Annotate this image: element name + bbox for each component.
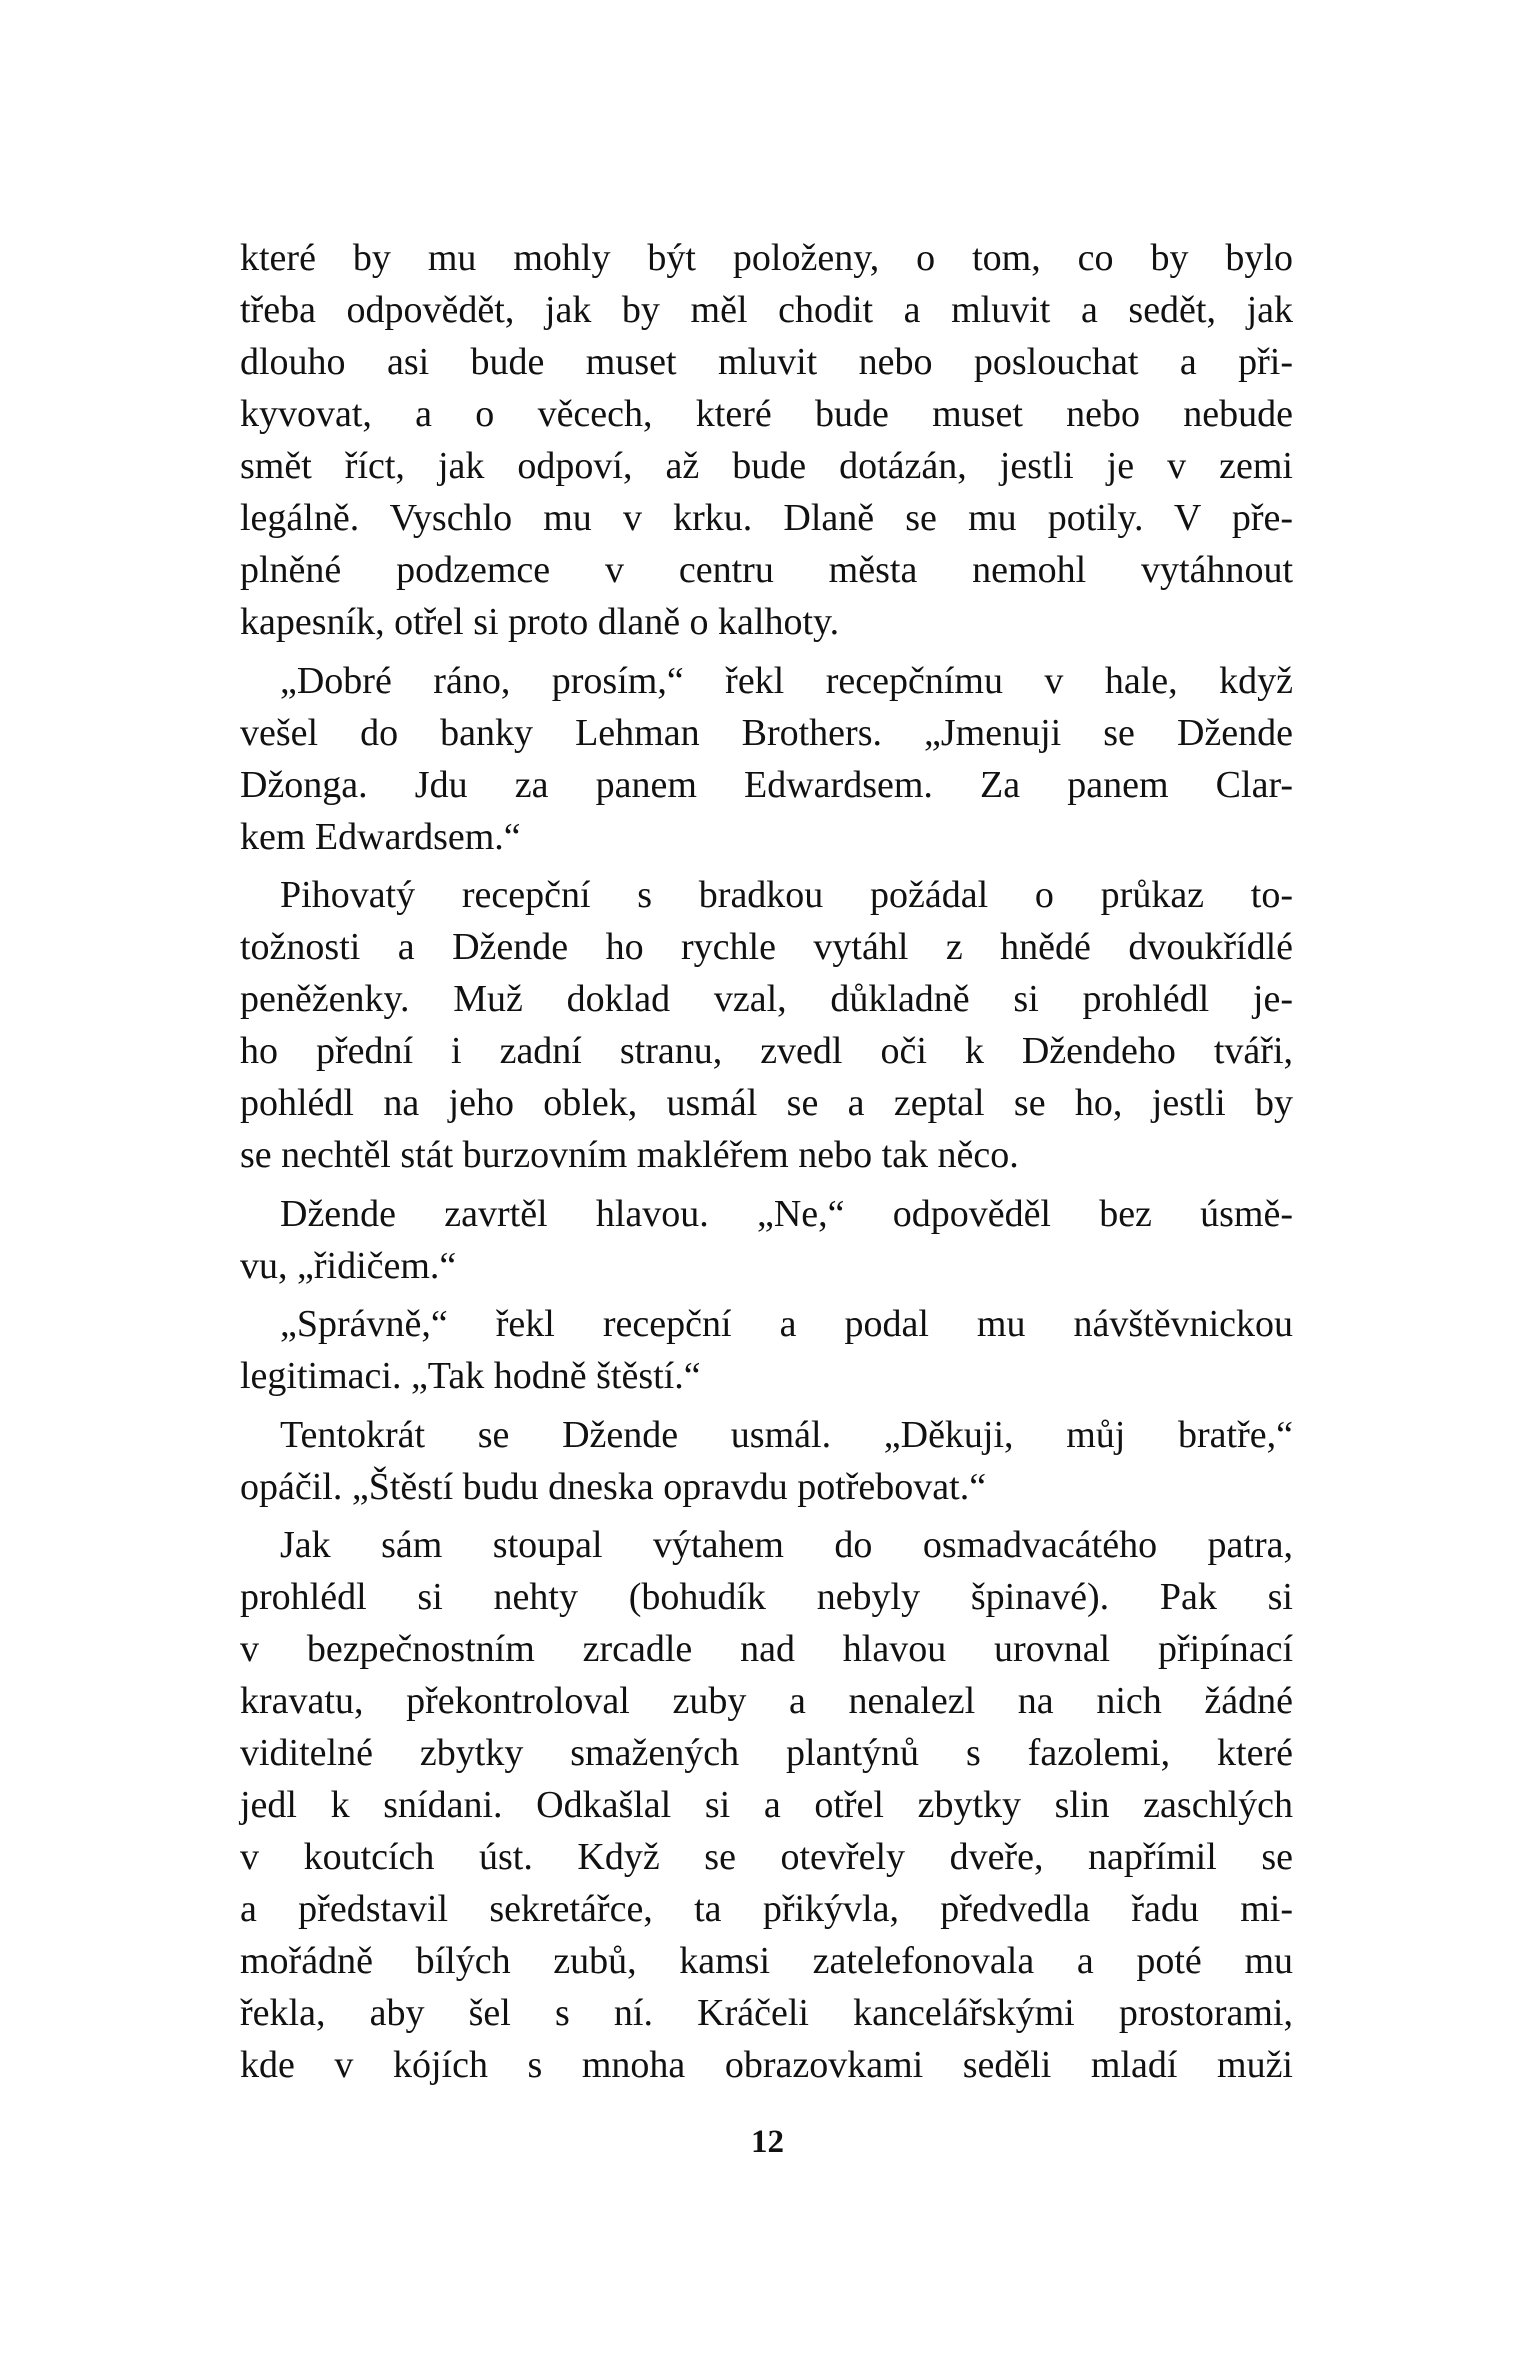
text-line: se nechtěl stát burzovním makléřem nebo tak něco. [240, 1134, 1019, 1176]
text-line: tožnosti a Džende ho rychle vytáhl z hnědé dvoukřídlé [240, 926, 1293, 968]
text-line: Džende zavrtěl hlavou. „Ne,“ odpověděl bez úsmě- [280, 1192, 1293, 1235]
text-line: opáčil. „Štěstí budu dneska opravdu potřebovat.“ [240, 1465, 987, 1508]
text-line: legálně. Vyschlo mu v krku. Dlaně se mu potily. V pře- [240, 497, 1293, 539]
text-line: které by mu mohly být položeny, o tom, co by bylo [240, 237, 1293, 279]
paragraph [240, 655, 1293, 863]
text-line: vu, „řidičem.“ [240, 1244, 457, 1287]
text-line: dlouho asi bude muset mluvit nebo poslouchat a při- [240, 341, 1293, 383]
text-line: třeba odpovědět, jak by měl chodit a mluvit a sedět, jak [240, 289, 1293, 331]
text-line: kravatu, překontroloval zuby a nenalezl na nich žádné [240, 1680, 1293, 1722]
text-line: prohlédl si nehty (bohudík nebyly špinavé). Pak si [240, 1576, 1293, 1618]
page-number: 12 [751, 2124, 784, 2160]
text-line: „Správně,“ řekl recepční a podal mu návštěvnickou [280, 1303, 1293, 1345]
paragraph [240, 1519, 1293, 2091]
text-line: a představil sekretářce, ta přikývla, předvedla řadu mi- [240, 1888, 1293, 1930]
text-line: pohlédl na jeho oblek, usmál se a zeptal se ho, jestli by [240, 1082, 1293, 1124]
text-line: kyvovat, a o věcech, které bude muset nebo nebude [240, 393, 1293, 435]
text-line: Tentokrát se Džende usmál. „Děkuji, můj bratře,“ [280, 1413, 1293, 1456]
text-line: řekla, aby šel s ní. Kráčeli kancelářskými prostorami, [240, 1992, 1293, 2034]
text-line: mořádně bílých zubů, kamsi zatelefonovala a poté mu [240, 1940, 1293, 1982]
text-line: v bezpečnostním zrcadle nad hlavou urovnal připínací [240, 1628, 1293, 1670]
text-line: kde v kójích s mnoha obrazovkami seděli mladí muži [240, 2044, 1293, 2086]
paragraph [240, 1298, 1293, 1402]
text-line: v koutcích úst. Když se otevřely dveře, napřímil se [240, 1836, 1293, 1878]
text-line: Pihovatý recepční s bradkou požádal o průkaz to- [280, 874, 1293, 916]
text-line: jedl k snídani. Odkašlal si a otřel zbytky slin zaschlých [240, 1784, 1293, 1826]
text-line: legitimaci. „Tak hodně štěstí.“ [240, 1355, 701, 1397]
text-line: peněženky. Muž doklad vzal, důkladně si prohlédl je- [240, 978, 1293, 1020]
text-line: „Dobré ráno, prosím,“ řekl recepčnímu v hale, když [280, 659, 1293, 702]
text-line: Džonga. Jdu za panem Edwardsem. Za panem Clar- [240, 763, 1293, 806]
text-line: Jak sám stoupal výtahem do osmadvacátého patra, [280, 1524, 1293, 1566]
text-line: ho přední i zadní stranu, zvedl oči k Džendeho tváři, [240, 1030, 1293, 1072]
body-text [240, 232, 1293, 2098]
text-line: viditelné zbytky smažených plantýnů s fazolemi, které [240, 1732, 1293, 1774]
text-line: kapesník, otřel si proto dlaně o kalhoty. [240, 601, 840, 643]
paragraph [240, 1188, 1293, 1292]
text-line: kem Edwardsem.“ [240, 815, 521, 858]
text-line: smět říct, jak odpoví, až bude dotázán, jestli je v zemi [240, 445, 1293, 487]
paragraph [240, 869, 1293, 1181]
paragraph [240, 232, 1293, 648]
text-line: plněné podzemce v centru města nemohl vytáhnout [240, 549, 1293, 591]
paragraph [240, 1409, 1293, 1513]
text-line: vešel do banky Lehman Brothers. „Jmenuji se Džende [240, 711, 1293, 754]
